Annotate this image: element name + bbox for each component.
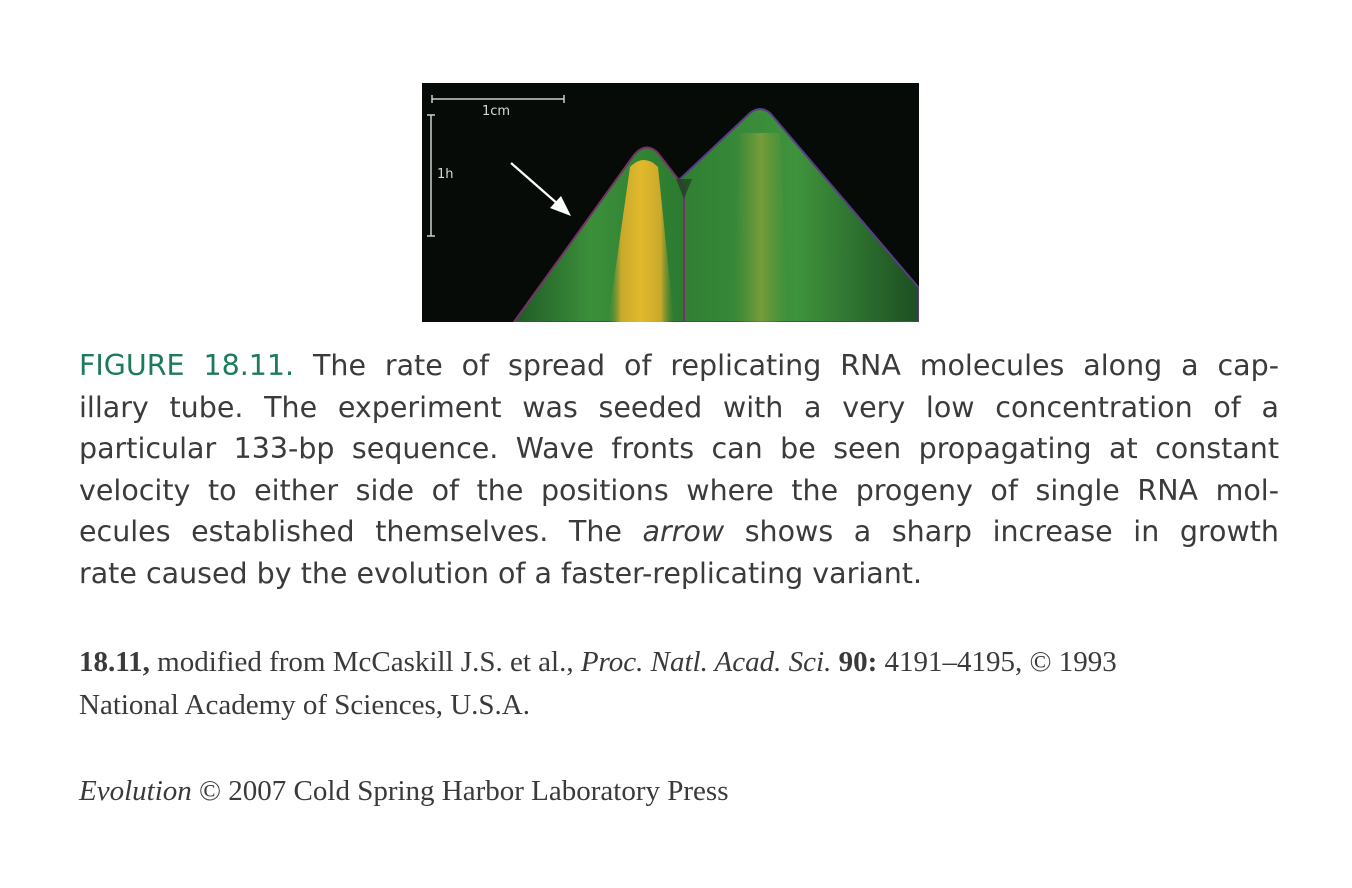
- publisher-text: © 2007 Cold Spring Harbor Laboratory Press: [191, 775, 729, 807]
- caption-text: The rate of spread of replicating RNA molecules along a cap-: [294, 349, 1279, 382]
- caption-arrow-term: arrow: [642, 515, 725, 549]
- figure-caption: [79, 345, 1279, 595]
- caption-text: ecules established themselves. The: [79, 515, 643, 549]
- caption-line-5: [79, 511, 1279, 553]
- credit-volume: 90:: [831, 646, 878, 678]
- caption-text: shows a sharp increase in growth: [724, 515, 1279, 549]
- scale-x-label: 1cm: [482, 104, 511, 119]
- figure-image: [422, 83, 919, 322]
- book-title: Evolution: [79, 775, 192, 807]
- caption-line-1: [79, 345, 1279, 387]
- right-peak-band: [734, 133, 788, 322]
- scale-bar-horizontal: [432, 95, 564, 103]
- caption-line-2: illary tube. The experiment was seeded with a very low concentration of a: [79, 390, 1279, 424]
- caption-line-6: rate caused by the evolution of a faster-replicating variant.: [79, 556, 923, 590]
- credit-text: modified from McCaskill J.S. et al.,: [149, 646, 581, 678]
- right-wave-front: [674, 109, 919, 322]
- credit-text: 4191–4195, © 1993: [877, 646, 1117, 678]
- credit-line-1: [79, 641, 1279, 684]
- caption-line-3: particular 133-bp sequence. Wave fronts can be seen propagating at constant: [79, 432, 1279, 466]
- arrow-icon: [511, 163, 571, 216]
- scale-bar-vertical: [427, 115, 435, 236]
- wave-front-photo: [422, 83, 919, 322]
- publisher-credit: [79, 770, 728, 813]
- credit-figure-number: 18.11,: [79, 646, 150, 678]
- source-credit: [79, 641, 1279, 727]
- credit-journal: Proc. Natl. Acad. Sci.: [580, 646, 832, 678]
- caption-line-4: velocity to either side of the positions where the progeny of single RNA mol-: [79, 473, 1279, 507]
- scale-y-label: 1h: [437, 167, 454, 182]
- credit-line-2: National Academy of Sciences, U.S.A.: [79, 689, 531, 721]
- figure-label: FIGURE 18.11.: [79, 349, 295, 382]
